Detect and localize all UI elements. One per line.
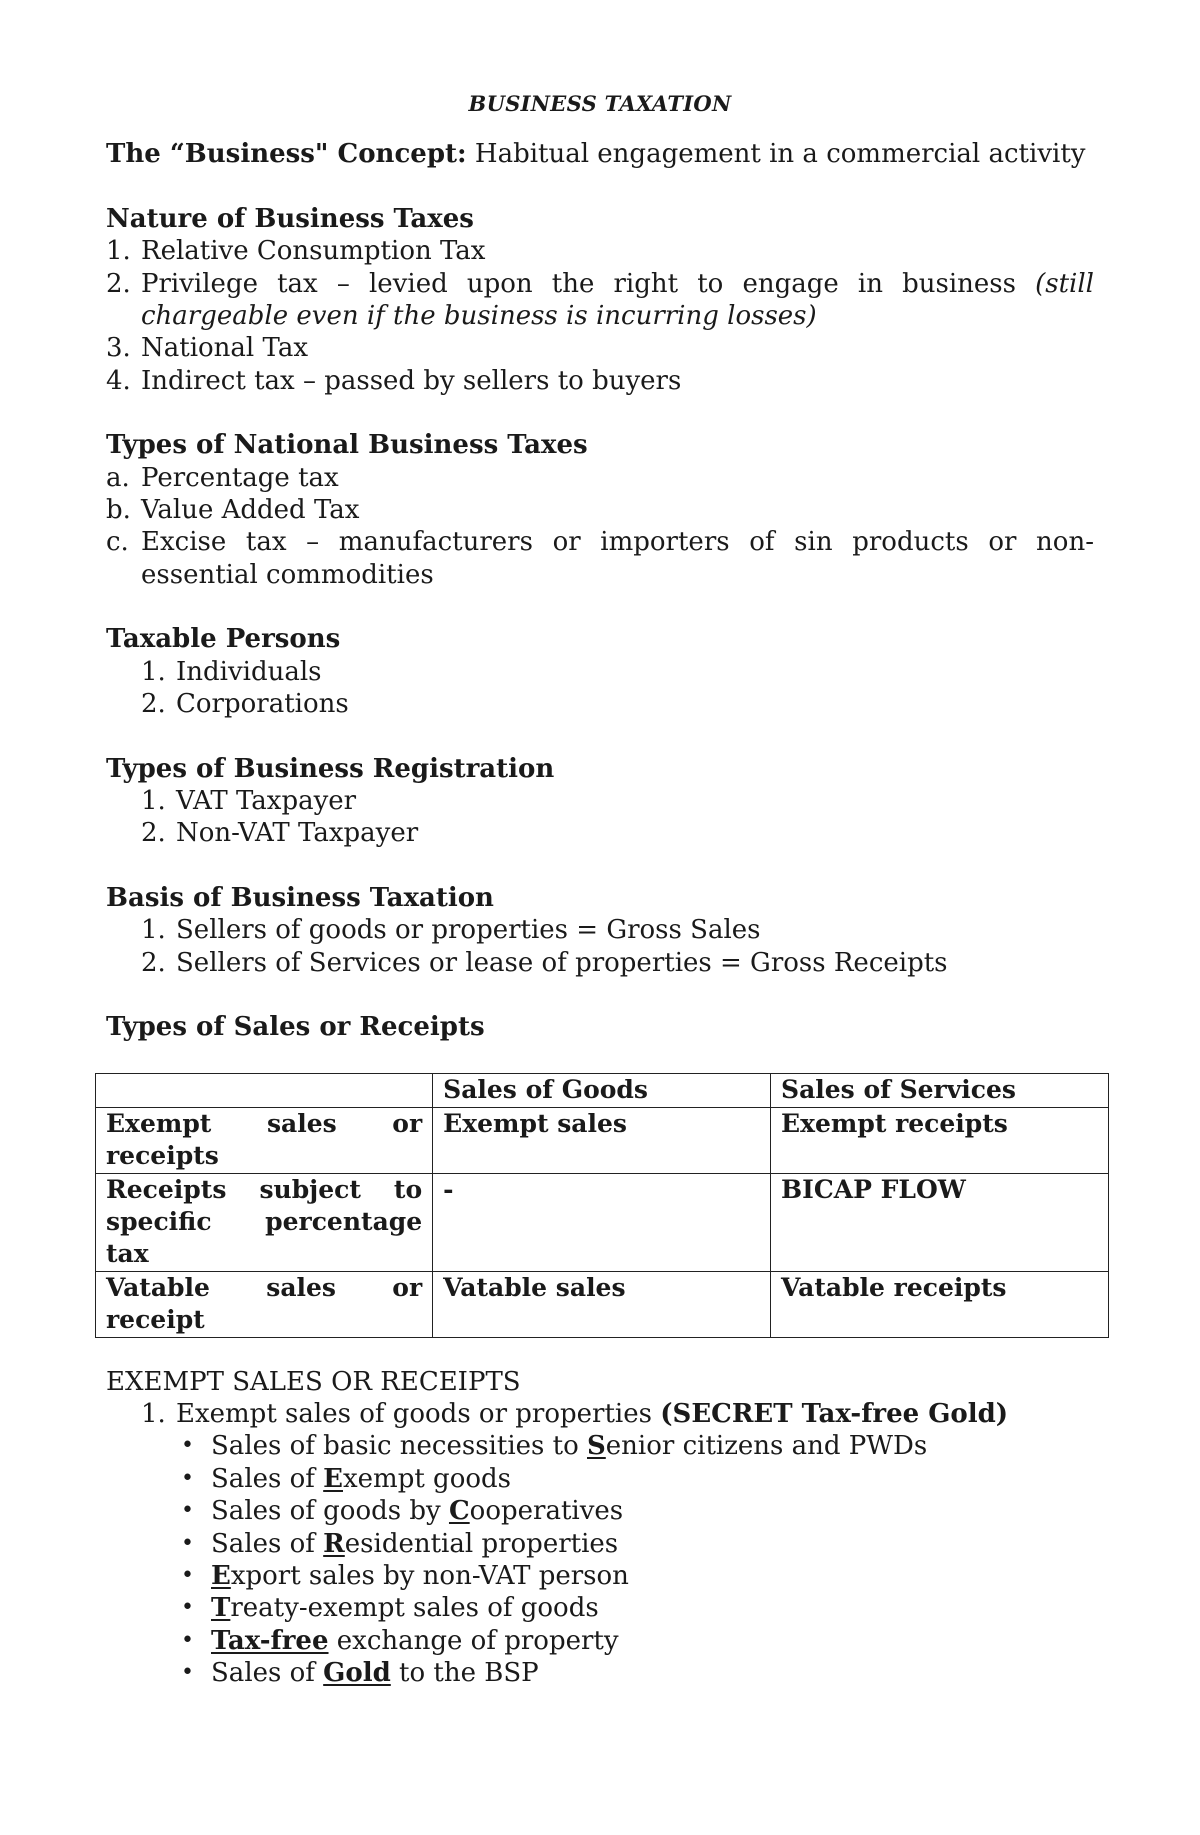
- mnemonic-key: E: [323, 1463, 343, 1494]
- registration-heading: Types of Business Registration: [106, 753, 555, 784]
- table-header-row: [96, 1074, 1109, 1107]
- list-marker: 1.: [106, 236, 131, 267]
- bullet-icon: •: [181, 1530, 194, 1556]
- section-registration: [106, 753, 1094, 850]
- bullet-text: esidential properties: [344, 1528, 619, 1559]
- list-marker: 2.: [141, 689, 166, 720]
- list-marker: b.: [106, 495, 131, 526]
- list-item: [106, 332, 1094, 364]
- list-item: [106, 365, 1094, 397]
- exempt-list: [106, 1398, 1094, 1430]
- list-text: Sellers of goods or properties = Gross Sales: [176, 915, 761, 946]
- list-marker: 1.: [141, 1399, 166, 1429]
- list-item: [106, 914, 1094, 946]
- bullet-icon: •: [181, 1627, 194, 1653]
- list-text: Exempt sales of goods or properties: [176, 1399, 652, 1429]
- mnemonic-key: C: [448, 1496, 470, 1527]
- mnemonic-key: S: [587, 1431, 606, 1462]
- table-header-cell: Sales of Goods: [433, 1074, 771, 1107]
- mnemonic-key: Tax-free: [211, 1625, 329, 1656]
- list-item: [106, 494, 1094, 526]
- list-marker: 2.: [141, 947, 166, 978]
- list-text: Percentage tax: [141, 462, 339, 493]
- list-text: VAT Taxpayer: [176, 785, 357, 816]
- bullet-text: reaty-exempt sales of goods: [230, 1593, 599, 1624]
- list-text: Corporations: [176, 689, 349, 720]
- mnemonic-key: R: [323, 1528, 345, 1559]
- bullet-item: [106, 1592, 1094, 1624]
- list-item: [106, 656, 1094, 688]
- table-row: [96, 1173, 1109, 1271]
- document-title: BUSINESS TAXATION: [468, 91, 732, 116]
- bullet-text: xport sales by non-VAT person: [230, 1561, 629, 1592]
- list-item: [106, 785, 1094, 817]
- nature-list: [106, 235, 1094, 397]
- list-text: National Tax: [141, 333, 308, 364]
- list-text: Non-VAT Taxpayer: [176, 818, 419, 849]
- basis-heading: Basis of Business Taxation: [106, 882, 494, 913]
- basis-list: [106, 914, 1094, 979]
- list-marker: c.: [106, 527, 129, 558]
- bullet-icon: •: [181, 1595, 194, 1621]
- section-exempt: [106, 1366, 1094, 1690]
- concept-text: Habitual engagement in a commercial activity: [474, 139, 1086, 170]
- list-text: Sellers of Services or lease of properties = Gross Receipts: [176, 947, 948, 978]
- list-text: Indirect tax – passed by sellers to buyers: [141, 365, 682, 396]
- bullet-item: [106, 1560, 1094, 1592]
- bullet-item: [106, 1430, 1094, 1462]
- bullet-icon: •: [181, 1660, 194, 1686]
- list-item: [106, 817, 1094, 849]
- table-row: [96, 1107, 1109, 1173]
- bullet-text: Sales of: [211, 1528, 324, 1559]
- bullet-text: xempt goods: [343, 1463, 511, 1494]
- business-concept: [106, 138, 1094, 170]
- bullet-text: Sales of basic necessities to: [211, 1431, 587, 1462]
- bullet-item: [106, 1495, 1094, 1527]
- list-marker: 2.: [141, 818, 166, 849]
- list-text: Privilege tax – levied upon the right to engage in business: [141, 268, 1016, 299]
- registration-list: [106, 785, 1094, 850]
- section-types-national: [106, 429, 1094, 591]
- section-types-sales: [106, 1011, 1094, 1338]
- bullet-icon: •: [181, 1433, 194, 1459]
- sales-types-table: [95, 1073, 1109, 1337]
- section-basis: [106, 882, 1094, 979]
- bullet-text: exchange of property: [328, 1625, 619, 1656]
- list-item: [106, 688, 1094, 720]
- list-text: Value Added Tax: [141, 495, 360, 526]
- table-cell: Exempt sales or receipts: [96, 1107, 433, 1173]
- table-cell: Vatable receipts: [771, 1271, 1109, 1337]
- list-item: [106, 235, 1094, 267]
- bullet-text: Sales of goods by: [211, 1496, 449, 1527]
- table-cell: -: [433, 1173, 771, 1271]
- bullet-text: to the BSP: [390, 1658, 539, 1689]
- list-note: (still chargeable even if the business is incurring losses): [141, 268, 1094, 332]
- bullet-text: Sales of: [211, 1463, 324, 1494]
- table-cell: Exempt sales: [433, 1107, 771, 1173]
- table-cell: Receipts subject to specific percentage tax: [96, 1173, 433, 1271]
- list-item: [106, 526, 1094, 591]
- mnemonic-key: T: [211, 1593, 231, 1624]
- list-marker: 2.: [106, 268, 131, 299]
- bullet-text: Sales of: [211, 1658, 324, 1689]
- bullet-item: [106, 1528, 1094, 1560]
- table-header-cell: [96, 1074, 433, 1107]
- section-taxable-persons: [106, 623, 1094, 720]
- bullet-item: [106, 1463, 1094, 1495]
- list-item: [106, 947, 1094, 979]
- mnemonic-key: E: [211, 1561, 231, 1592]
- nature-heading: Nature of Business Taxes: [106, 203, 474, 234]
- table-cell: Exempt receipts: [771, 1107, 1109, 1173]
- list-marker: 3.: [106, 333, 131, 364]
- table-cell: Vatable sales or receipt: [96, 1271, 433, 1337]
- list-text: Excise tax – manufacturers or importers of sin products or non-essential commodities: [141, 527, 1094, 590]
- list-item: [106, 268, 1094, 333]
- types-national-list: [106, 462, 1094, 592]
- table-header-cell: Sales of Services: [771, 1074, 1109, 1107]
- types-sales-heading: Types of Sales or Receipts: [106, 1011, 485, 1042]
- exempt-heading: EXEMPT SALES OR RECEIPTS: [106, 1366, 521, 1397]
- taxable-persons-heading: Taxable Persons: [106, 624, 341, 655]
- bullet-item: [106, 1657, 1094, 1689]
- table-row: [96, 1271, 1109, 1337]
- list-marker: 1.: [141, 915, 166, 946]
- bullet-icon: •: [181, 1563, 194, 1589]
- list-marker: 4.: [106, 365, 131, 396]
- bullet-icon: •: [181, 1498, 194, 1524]
- list-item: [106, 1398, 1094, 1430]
- list-marker: a.: [106, 462, 130, 493]
- mnemonic: (SECRET Tax-free Gold): [660, 1399, 1009, 1429]
- section-nature: [106, 203, 1094, 397]
- types-national-heading: Types of National Business Taxes: [106, 430, 588, 461]
- list-text: Relative Consumption Tax: [141, 236, 486, 267]
- taxable-persons-list: [106, 656, 1094, 721]
- table-cell: Vatable sales: [433, 1271, 771, 1337]
- bullet-text: enior citizens and PWDs: [605, 1431, 928, 1462]
- exempt-bullets: [106, 1430, 1094, 1689]
- bullet-item: [106, 1625, 1094, 1657]
- bullet-icon: •: [181, 1465, 194, 1491]
- list-item: [106, 462, 1094, 494]
- bullet-text: ooperatives: [469, 1496, 624, 1527]
- mnemonic-key: Gold: [323, 1658, 391, 1689]
- concept-label: The “Business" Concept:: [106, 139, 467, 170]
- list-marker: 1.: [141, 785, 166, 816]
- list-marker: 1.: [141, 656, 166, 687]
- table-cell: BICAP FLOW: [771, 1173, 1109, 1271]
- list-text: Individuals: [176, 656, 322, 687]
